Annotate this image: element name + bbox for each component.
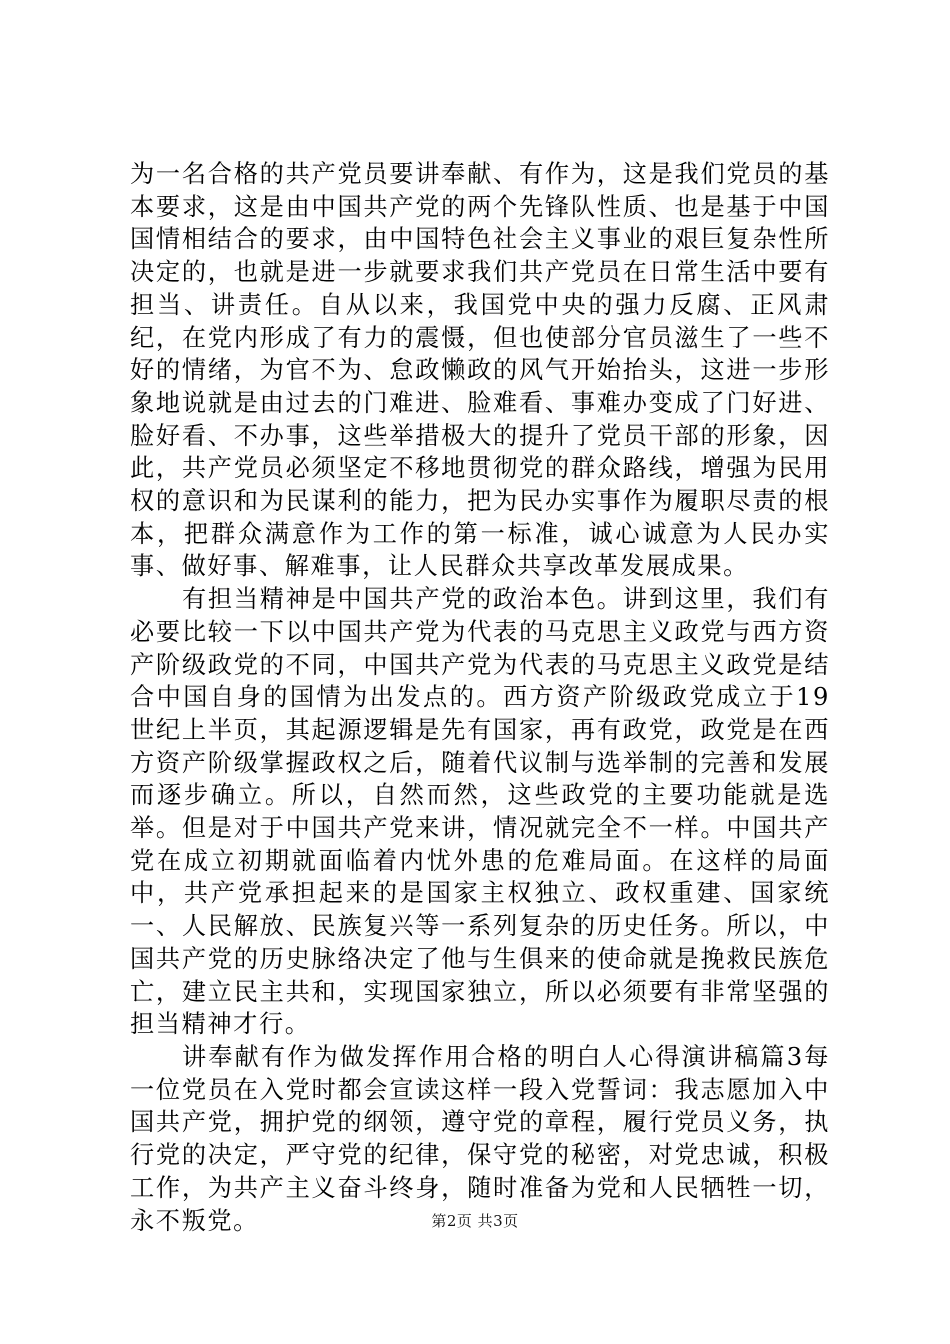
paragraph-2: 有担当精神是中国共产党的政治本色。讲到这里，我们有必要比较一下以中国共产党为代表的马克思主义政党与西方资产阶级政党的不同，中国共产党为代表的马克思主义政党是结合中国自身的国情为出发点的。西方资产阶级政党成立于19世纪上半页，其起源逻辑是先有国家，再有政党，政党是在西方资产阶级掌握政权之后，随着代议制与选举制的完善和发展而逐步确立。所以，自然而然，这些政党的主要功能就是选举。但是对于中国共产党来讲，情况就完全不一样。中国共产党在成立初期就面临着内忧外患的危难局面。在这样的局面中，共产党承担起来的是国家主权独立、政权重建、国家统一、人民解放、民族复兴等一系列复杂的历史任务。所以，中国共产党的历史脉络决定了他与生俱来的使命就是挽救民族危亡，建立民主共和，实现国家独立，所以必须要有非常坚强的担当精神才行。 bbox=[130, 585, 830, 1039]
page-number-footer: 第2页 共3页 bbox=[431, 1212, 519, 1230]
document-body bbox=[130, 158, 830, 1237]
paragraph-3: 讲奉献有作为做发挥作用合格的明白人心得演讲稿篇3每一位党员在入党时都会宣读这样一段入党誓词：我志愿加入中国共产党，拥护党的纲领，遵守党的章程，履行党员义务，执行党的决定，严守党的纪律，保守党的秘密，对党忠诚，积极工作，为共产主义奋斗终身，随时准备为党和人民牺牲一切，永不叛党。 bbox=[130, 1042, 830, 1235]
paragraph-1: 为一名合格的共产党员要讲奉献、有作为，这是我们党员的基本要求，这是由中国共产党的两个先锋队性质、也是基于中国国情相结合的要求，由中国特色社会主义事业的艰巨复杂性所决定的，也就是进一步就要求我们共产党员在日常生活中要有担当、讲责任。自从以来，我国党中央的强力反腐、正风肃纪，在党内形成了有力的震慑，但也使部分官员滋生了一些不好的情绪，为官不为、怠政懒政的风气开始抬头，这进一步形象地说就是由过去的门难进、脸难看、事难办变成了门好进、脸好看、不办事，这些举措极大的提升了党员干部的形象，因此，共产党员必须坚定不移地贯彻党的群众路线，增强为民用权的意识和为民谋利的能力，把为民办实事作为履职尽责的根本，把群众满意作为工作的第一标准，诚心诚意为人民办实事、做好事、解难事，让人民群众共享改革发展成果。 bbox=[130, 160, 830, 581]
